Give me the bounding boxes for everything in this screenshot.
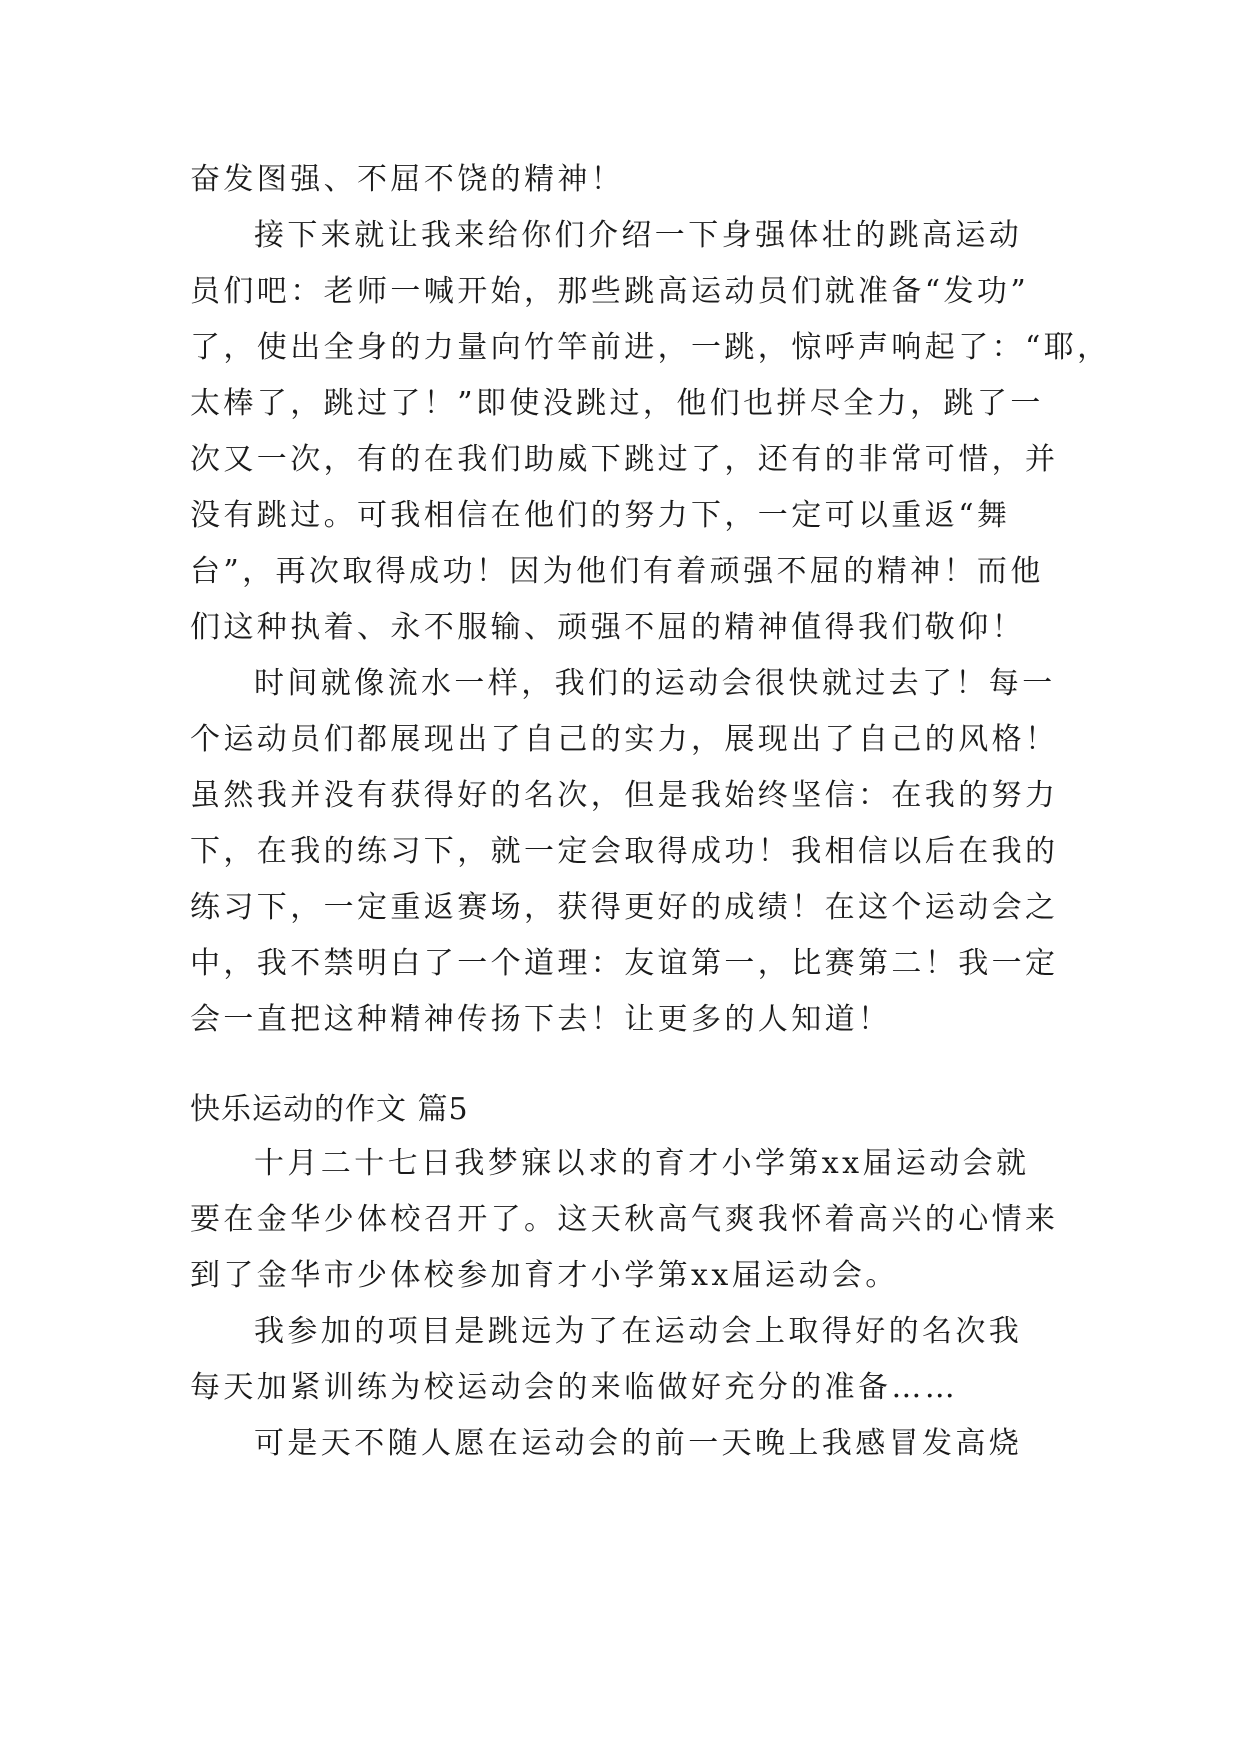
text-line: 下，在我的练习下，就一定会取得成功！我相信以后在我的 bbox=[190, 834, 1059, 869]
text-line: 要在金华少体校召开了。这天秋高气爽我怀着高兴的心情来 bbox=[190, 1202, 1059, 1237]
text-line: 时间就像流水一样，我们的运动会很快就过去了！每一 bbox=[254, 666, 1056, 701]
text-line: 次又一次，有的在我们助威下跳过了，还有的非常可惜，并 bbox=[190, 442, 1059, 477]
text-line: 虽然我并没有获得好的名次，但是我始终坚信：在我的努力 bbox=[190, 778, 1059, 813]
text-line: 员们吧：老师一喊开始，那些跳高运动员们就准备“发功” bbox=[190, 274, 1030, 309]
text-line: 中，我不禁明白了一个道理：友谊第一，比赛第二！我一定 bbox=[190, 946, 1059, 981]
text-line: 会一直把这种精神传扬下去！让更多的人知道！ bbox=[190, 1002, 892, 1037]
text-line: 十月二十七日我梦寐以求的育才小学第xx届运动会就 bbox=[254, 1146, 1030, 1181]
text-line: 个运动员们都展现出了自己的实力，展现出了自己的风格！ bbox=[190, 722, 1059, 757]
text-line: 到了金华市少体校参加育才小学第xx届运动会。 bbox=[190, 1258, 899, 1293]
text-line: 了，使出全身的力量向竹竿前进，一跳，惊呼声响起了：“耶， bbox=[190, 330, 1111, 365]
text-line: 奋发图强、不屈不饶的精神！ bbox=[190, 162, 625, 197]
section-heading: 快乐运动的作文 篇5 bbox=[190, 1092, 469, 1127]
text-line: 每天加紧训练为校运动会的来临做好充分的准备…… bbox=[190, 1370, 959, 1405]
text-line: 可是天不随人愿在运动会的前一天晚上我感冒发高烧 bbox=[254, 1426, 1023, 1461]
text-line: 们这种执着、永不服输、顽强不屈的精神值得我们敬仰！ bbox=[190, 610, 1025, 645]
text-line: 台”，再次取得成功！因为他们有着顽强不屈的精神！而他 bbox=[190, 554, 1044, 589]
text-line: 接下来就让我来给你们介绍一下身强体壮的跳高运动 bbox=[254, 218, 1023, 253]
text-line: 没有跳过。可我相信在他们的努力下，一定可以重返“舞 bbox=[190, 498, 1011, 533]
text-line: 太棒了，跳过了！”即使没跳过，他们也拼尽全力，跳了一 bbox=[190, 386, 1044, 421]
text-line: 我参加的项目是跳远为了在运动会上取得好的名次我 bbox=[254, 1314, 1023, 1349]
text-line: 练习下，一定重返赛场，获得更好的成绩！在这个运动会之 bbox=[190, 890, 1059, 925]
